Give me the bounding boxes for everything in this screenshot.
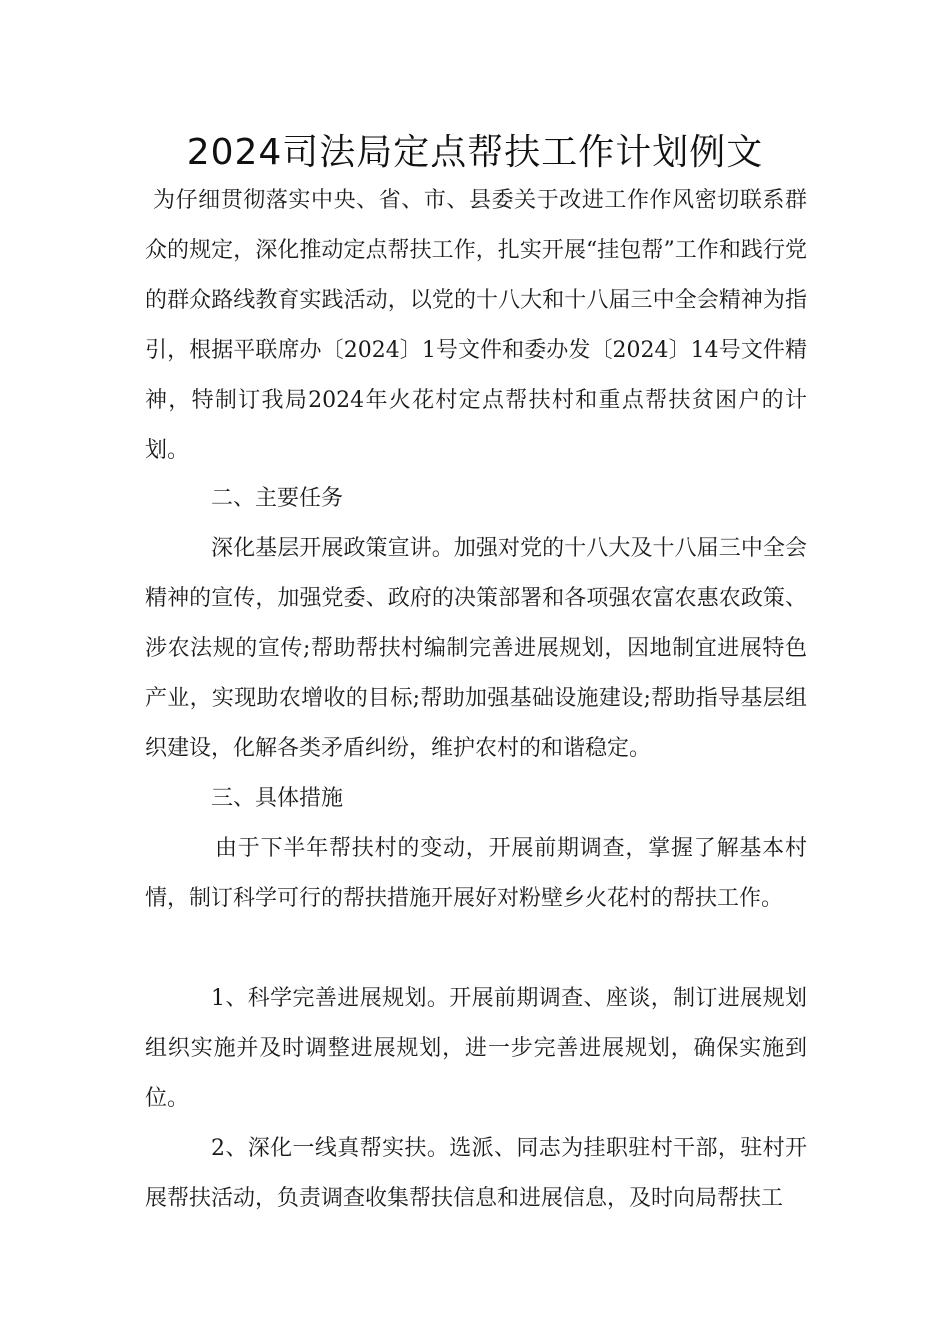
measure-item-2: 2、深化一线真帮实扶。选派、同志为挂职驻村干部，驻村开展帮扶活动，负责调查收集帮扶信息和进展信息，及时向局帮扶工 xyxy=(145,1136,807,1211)
document-title: 2024司法局定点帮扶工作计划例文 xyxy=(186,132,764,173)
measure-item-1: 1、科学完善进展规划。开展前期调查、座谈，制订进展规划组织实施并及时调整进展规划，进一步完善进展规划，确保实施到位。 xyxy=(145,986,807,1111)
measures-intro-paragraph: 由于下半年帮扶村的变动，开展前期调查，掌握了解基本村情，制订科学可行的帮扶措施开展好对粉壁乡火花村的帮扶工作。 xyxy=(145,836,807,911)
intro-paragraph: 为仔细贯彻落实中央、省、市、县委关于改进工作作风密切联系群众的规定，深化推动定点帮扶工作，扎实开展“挂包帮”工作和践行党的群众路线教育实践活动，以党的十八大和十八届三中全会精神为指引，根据平联席办〔2024〕1号文件和委办发〔2024〕14号文件精神，特制订我局2024年火花村定点帮扶村和重点帮扶贫困户的计划。 xyxy=(145,188,807,463)
section-heading-measures: 三、具体措施 xyxy=(211,786,344,811)
main-tasks-paragraph: 深化基层开展政策宣讲。加强对党的十八大及十八届三中全会精神的宣传，加强党委、政府的决策部署和各项强农富农惠农政策、涉农法规的宣传;帮助帮扶村编制完善进展规划，因地制宜进展特色产业，实现助农增收的目标;帮助加强基础设施建设;帮助指导基层组织建设，化解各类矛盾纠纷，维护农村的和谐稳定。 xyxy=(145,536,807,761)
section-heading-main-tasks: 二、主要任务 xyxy=(211,486,344,511)
